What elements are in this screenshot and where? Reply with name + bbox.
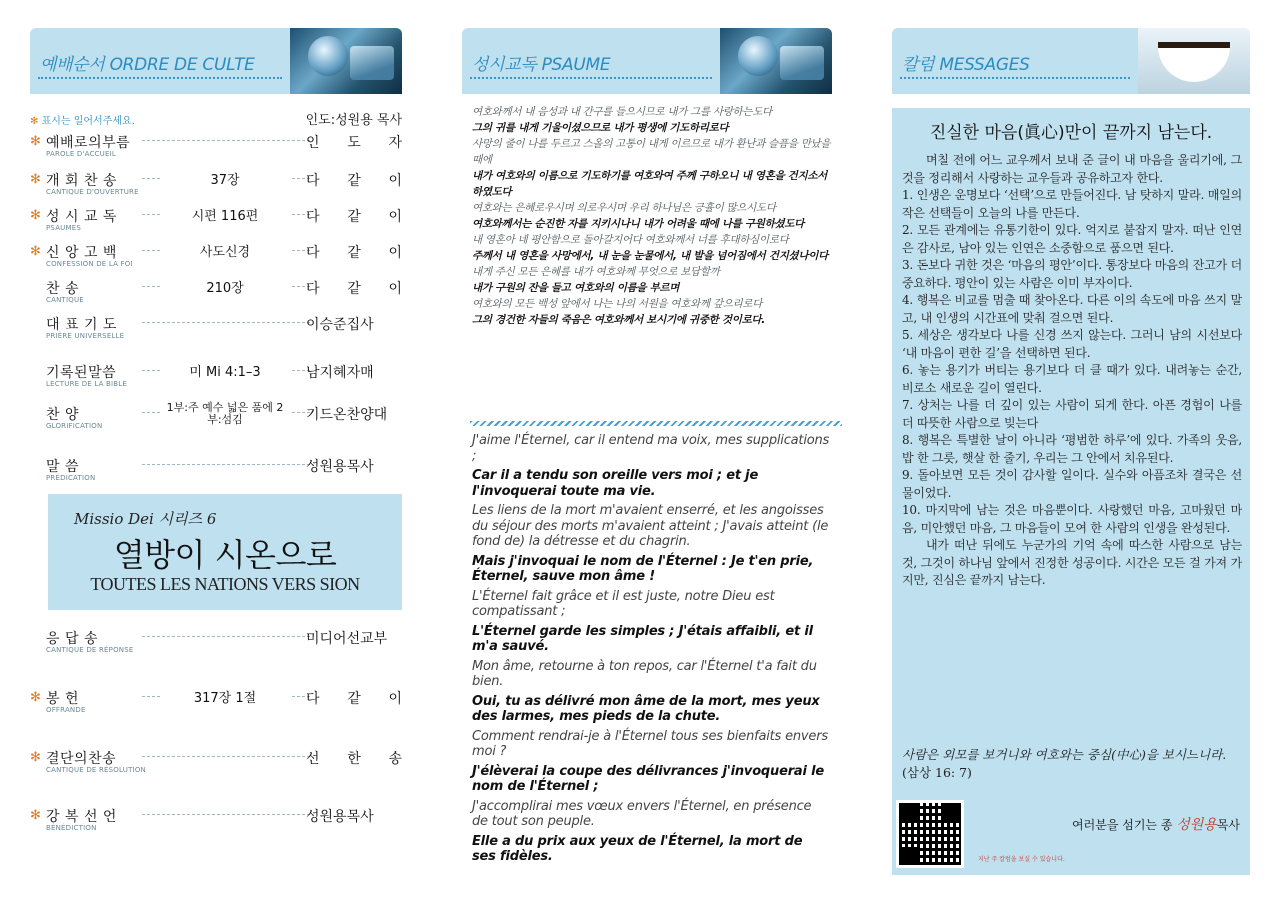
psalm-response-line: Car il a tendu son oreille vers moi ; et je l'invoquerai toute ma vie. [472, 468, 759, 499]
order-item-detail: 317장 1절 [160, 687, 290, 706]
order-item-responsible: 성원용목사 [306, 809, 374, 825]
messages-header [892, 28, 1250, 94]
order-item-french: GLORIFICATION [46, 422, 103, 430]
order-header-title: 예배순서 ORDRE DE CULTE [40, 55, 255, 75]
psalm-response-line: 주께서 내 영혼을 사망에서, 내 눈을 눈물에서, 내 발을 넘어짐에서 건지셨나이다 [472, 250, 828, 262]
order-item-korean: 기록된말씀 [46, 365, 117, 381]
signature-suffix: 목사 [1216, 818, 1240, 832]
order-item-responsible: 이승준집사 [306, 317, 374, 333]
psalm-separator [470, 421, 842, 426]
order-item-french: LECTURE DE LA BIBLE [46, 380, 128, 388]
psalm-response-line: Mais j'invoquai le nom de l'Éternel : Je t'en prie, Éternel, sauve mon âme ! [472, 553, 814, 584]
order-item-korean: 강 복 선 언 [46, 809, 117, 825]
series-french-title: TOUTES LES NATIONS VERS SION [90, 574, 360, 594]
dashed-leader [142, 464, 310, 465]
messages-column [892, 28, 1250, 863]
psalm-leader-line: 내 영혼아 네 평안함으로 돌아갈지어다 여호와께서 너를 후대하심이로다 [472, 234, 789, 246]
order-item-detail: 1부:주 예수 넓은 품에 2부:섬김 [160, 402, 290, 426]
qr-note: 지난 주 칼럼을 보실 수 있습니다. [978, 856, 1065, 863]
header-dotted-rule [900, 77, 1130, 79]
psalm-leader-line: 여호와의 모든 백성 앞에서 나는 나의 서원을 여호와께 갚으리로다 [472, 298, 763, 310]
order-item-french: PSAUMES [46, 224, 82, 232]
message-point: 5. 세상은 생각보다 나를 신경 쓰지 않는다. 그러니 남의 시선보다 ‘내 마음이 편한 길’을 선택하면 된다. [902, 328, 1242, 360]
star-icon: ✻ [30, 134, 41, 149]
order-item-responsible: 다 같 이 [306, 209, 402, 225]
glass-shape [780, 46, 824, 80]
order-row [30, 806, 402, 840]
signature-name: 성원용 [1176, 817, 1217, 833]
order-row [30, 401, 402, 438]
order-item-french: PRÉDICATION [46, 474, 96, 482]
order-row [30, 278, 402, 312]
order-row [30, 170, 402, 204]
qr-code-icon [899, 803, 961, 865]
star-icon: ✻ [30, 244, 41, 259]
scripture-ref: (삼상 16: 7) [902, 765, 972, 780]
order-item-responsible: 선 한 송 [306, 751, 402, 767]
psalm-leader-line: 여호와께서 내 음성과 내 간구를 들으시므로 내가 그를 사랑하는도다 [472, 106, 772, 118]
series-subtitle: Missio Dei 시리즈 6 [74, 510, 217, 528]
order-row [30, 362, 402, 396]
star-icon: ✻ [30, 116, 39, 127]
order-item-french: CANTIQUE DE RÉPONSE [46, 646, 134, 654]
order-item-korean: 성 시 교 독 [46, 209, 117, 225]
psalm-response-line: 여호와께서는 순진한 자를 지키시나니 내가 어려울 때에 나를 구원하셨도다 [472, 218, 804, 230]
psalm-column [462, 28, 832, 864]
message-point: 4. 행복은 비교를 멈출 때 찾아온다. 다른 이의 속도에 마음 쓰지 말고, 내 인생의 시간표에 맞춰 걸으면 된다. [902, 293, 1242, 325]
order-item-responsible: 다 같 이 [306, 245, 402, 261]
order-item-french: OFFRANDE [46, 706, 86, 714]
order-item-korean: 개 회 찬 송 [46, 173, 117, 189]
messages-header-title: 칼럼 MESSAGES [902, 55, 1030, 75]
star-icon: ✻ [30, 690, 41, 705]
order-item-responsible: 다 같 이 [306, 281, 402, 297]
star-icon: ✻ [30, 208, 41, 223]
psalm-leader-line: 내게 주신 모든 은혜를 내가 여호와께 무엇으로 보답할까 [472, 266, 720, 278]
order-item-french: CANTIQUE D'OUVERTURE [46, 188, 139, 196]
order-item-french: CONFESSION DE LA FOI [46, 260, 133, 268]
signature-prefix: 여러분을 섬기는 종 [1072, 818, 1177, 832]
order-item-french: CANTIQUE DE RÉSOLUTION [46, 766, 146, 774]
qr-code[interactable] [896, 800, 964, 868]
star-icon: ✻ [30, 808, 41, 823]
coffee-cup-icon [1158, 42, 1230, 82]
header-photo [290, 28, 402, 94]
psalm-response-line: 내가 구원의 잔을 들고 여호와의 이름을 부르며 [472, 282, 680, 294]
header-dotted-rule [38, 77, 282, 79]
psalm-header [462, 28, 832, 94]
order-item-detail: 37장 [160, 169, 290, 188]
pastor-signature [1072, 814, 1240, 834]
order-item-korean: 결단의찬송 [46, 751, 117, 767]
glass-shape [308, 36, 348, 76]
psalm-response-line: 그의 귀를 내게 기울이셨으므로 내가 평생에 기도하리로다 [472, 122, 729, 134]
sermon-series-box [48, 494, 402, 610]
standing-note-text: 표시는 일어서주세요. [41, 116, 135, 127]
dashed-leader [142, 322, 310, 323]
order-row [30, 456, 402, 490]
order-item-responsible: 남지혜자매 [306, 365, 374, 381]
order-item-detail: 미 Mi 4:1–3 [160, 361, 290, 380]
psalm-leader-line: L'Éternel fait grâce et il est juste, notre Dieu est compatissant ; [472, 588, 775, 619]
order-item-french: CANTIQUE [46, 296, 84, 304]
order-item-detail: 사도신경 [160, 241, 290, 260]
glass-shape [350, 46, 394, 80]
message-point: 9. 돌아보면 모든 것이 감사할 일이다. 실수와 아픔조차 결국은 선물이었다. [902, 468, 1242, 500]
psalm-korean-text [472, 104, 832, 328]
order-row [30, 688, 402, 722]
order-row [30, 242, 402, 276]
psalm-french-text [472, 433, 830, 869]
psalm-response-line: 내가 여호와의 이름으로 기도하기를 여호와여 주께 구하오니 내 영혼을 건지소서 하였도다 [472, 170, 828, 198]
message-point: 3. 돈보다 귀한 것은 ‘마음의 평안’이다. 통장보다 마음의 잔고가 더 중요하다. 평안이 있는 사람은 이미 부자이다. [902, 258, 1242, 290]
message-point: 7. 상처는 나를 더 깊이 있는 사람이 되게 한다. 아픈 경험이 나를 더 따뜻한 사람으로 빚는다 [902, 398, 1242, 430]
psalm-response-line: L'Éternel garde les simples ; J'étais affaibli, et il m'a sauvé. [472, 623, 813, 654]
coffee-photo [1138, 28, 1250, 94]
header-photo [720, 28, 832, 94]
psalm-leader-line: J'accomplirai mes vœux envers l'Éternel, en présence de tout son peuple. [472, 798, 812, 829]
header-dotted-rule [470, 77, 712, 79]
order-row [30, 206, 402, 240]
order-item-korean: 말 씀 [46, 459, 79, 475]
order-row [30, 314, 402, 348]
message-point: 10. 마지막에 남는 것은 마음뿐이다. 사랑했던 마음, 고마웠던 마음, 미안했던 마음, 그 마음들이 모여 한 사람의 인생을 완성된다. [902, 503, 1242, 535]
scripture-quote [902, 746, 1242, 782]
message-body [902, 152, 1242, 590]
series-title: 열방이 시온으로 [113, 536, 337, 574]
message-box [892, 108, 1250, 875]
order-item-detail: 시편 116편 [160, 205, 290, 224]
glass-shape [738, 36, 778, 76]
message-closing: 내가 떠난 뒤에도 누군가의 기억 속에 따스한 사람으로 남는 것, 그것이 하나님 앞에서 진정한 성공이다. 시간은 모든 걸 가져 가지만, 진심은 끝까지 남는다. [902, 538, 1242, 587]
order-of-worship-column [30, 28, 402, 832]
psalm-leader-line: 사망의 줄이 나를 두르고 스올의 고통이 내게 이르므로 내가 환난과 슬픔을 만났을 때에 [472, 138, 831, 166]
order-item-responsible: 다 같 이 [306, 173, 402, 189]
order-item-french: PAROLE D'ACCUEIL [46, 150, 116, 158]
message-point: 8. 행복은 특별한 날이 아니라 ‘평범한 하루’에 있다. 가족의 웃음, 밥 한 그릇, 햇살 한 줄기, 우리는 그 안에서 치유된다. [902, 433, 1242, 465]
dashed-leader [142, 140, 310, 141]
message-title: 진실한 마음(眞心)만이 끝까지 남는다. [929, 123, 1213, 143]
psalm-response-line: Oui, tu as délivré mon âme de la mort, mes yeux des larmes, mes pieds de la chute. [472, 693, 820, 724]
dashed-leader [142, 636, 310, 637]
order-item-korean: 응 답 송 [46, 631, 98, 647]
order-row [30, 132, 402, 166]
psalm-leader-line: 여호와는 은혜로우시며 의로우시며 우리 하나님은 긍휼이 많으시도다 [472, 202, 776, 214]
order-item-korean: 예배로의부름 [46, 135, 131, 151]
order-item-korean: 봉 헌 [46, 691, 79, 707]
message-intro: 며칠 전에 어느 교우께서 보내 준 글이 내 마음을 울리기에, 그것을 정리해서 사랑하는 교우들과 공유하고자 한다. [902, 153, 1242, 185]
order-item-detail: 210장 [160, 277, 290, 296]
star-icon: ✻ [30, 750, 41, 765]
order-item-responsible: 기드온찬양대 [306, 407, 388, 423]
order-item-responsible: 인 도 자 [306, 135, 402, 151]
worship-leader: 인도:성원용 목사 [305, 113, 402, 128]
order-item-korean: 신 앙 고 백 [46, 245, 117, 261]
psalm-leader-line: Comment rendrai-je à l'Éternel tous ses bienfaits envers moi ? [472, 728, 828, 759]
order-row [30, 748, 402, 782]
signature-area [892, 800, 1250, 875]
order-item-french: PRIÈRE UNIVERSELLE [46, 332, 125, 340]
psalm-leader-line: Mon âme, retourne à ton repos, car l'Éternel t'a fait du bien. [472, 658, 817, 689]
order-item-korean: 찬 송 [46, 281, 79, 297]
psalm-response-line: 그의 경건한 자들의 죽음은 여호와께서 보시기에 귀중한 것이로다. [472, 314, 765, 326]
psalm-response-line: J'élèverai la coupe des délivrances j'invoquerai le nom de l'Éternel ; [472, 763, 824, 794]
message-point: 6. 놓는 용기가 버티는 용기보다 더 클 때가 있다. 내려놓는 순간, 비로소 새로운 길이 열린다. [902, 363, 1242, 395]
scripture-text: 사람은 외모를 보거니와 여호와는 중심(中心)을 보시느니라. [902, 747, 1227, 762]
message-point: 1. 인생은 운명보다 ‘선택’으로 만들어진다. 남 탓하지 말라. 매일의 작은 선택들이 오늘의 나를 만든다. [902, 188, 1242, 220]
order-item-responsible: 성원용목사 [306, 459, 374, 475]
psalm-response-line: Elle a du prix aux yeux de l'Éternel, la mort de ses fidèles. [472, 833, 803, 864]
order-header [30, 28, 402, 94]
order-item-responsible: 미디어선교부 [306, 631, 388, 647]
star-icon: ✻ [30, 172, 41, 187]
standing-note [30, 112, 135, 127]
psalm-leader-line: J'aime l'Éternel, car il entend ma voix, mes supplications ; [472, 433, 830, 464]
dashed-leader [142, 756, 310, 757]
psalm-header-title: 성시교독 PSAUME [472, 55, 611, 75]
dashed-leader [142, 814, 310, 815]
psalm-leader-line: Les liens de la mort m'avaient enserré, et les angoisses du séjour des morts m'avaient atteint ; J'avais atteint (le fond de) la détresse et du chagrin. [472, 503, 829, 549]
order-item-french: BÉNÉDICTION [46, 824, 97, 832]
message-point: 2. 모든 관계에는 유통기한이 있다. 억지로 붙잡지 말자. 떠난 인연은 감사로, 남아 있는 인연은 소중함으로 품으면 된다. [902, 223, 1242, 255]
order-row [30, 628, 402, 662]
order-item-korean: 찬 양 [46, 407, 79, 423]
order-item-responsible: 다 같 이 [306, 691, 402, 707]
order-item-korean: 대 표 기 도 [46, 317, 117, 333]
